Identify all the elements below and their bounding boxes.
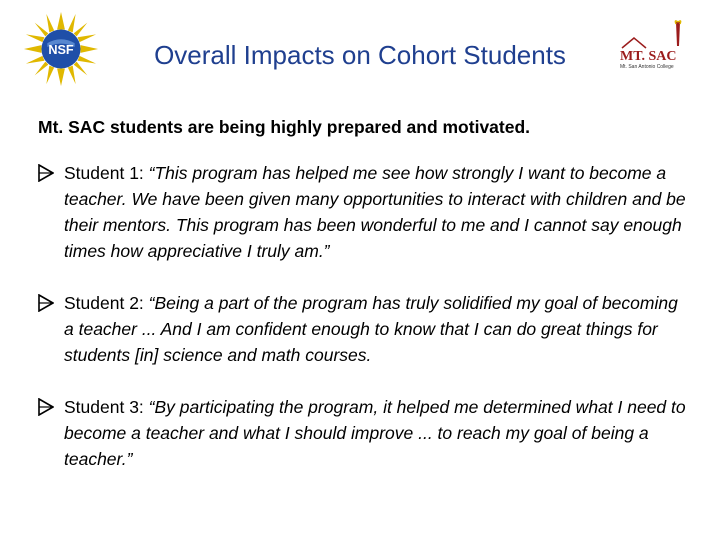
quote-item-3 xyxy=(38,394,688,472)
nsf-logo xyxy=(22,10,100,88)
quote-item-2 xyxy=(38,290,688,368)
page-title: Overall Impacts on Cohort Students xyxy=(154,40,566,70)
quote-text: “This program has helped me see how strongly I want to become a teacher. We have been given many opportunities to interact with children and be their mentors. This program has been wonderful to me and I cannot say enough times how appreciative I truly am.” xyxy=(64,163,686,261)
arrow-bullet-icon xyxy=(38,398,54,416)
mtsac-logo-tagline: Mt. San Antonio College xyxy=(620,64,674,70)
subtitle: Mt. SAC students are being highly prepared and motivated. xyxy=(38,117,531,137)
quote-label: Student 2: xyxy=(64,293,149,313)
arrow-bullet-icon xyxy=(38,294,54,312)
arrow-bullet-icon xyxy=(38,164,54,182)
quote-list xyxy=(38,160,688,498)
quote-label: Student 1: xyxy=(64,163,149,183)
quote-label: Student 3: xyxy=(64,397,149,417)
mtsac-logo xyxy=(618,20,698,72)
mtsac-logo-text: MT. SAC xyxy=(620,49,677,64)
nsf-logo-text: NSF xyxy=(48,42,74,57)
quote-text: “By participating the program, it helped me determined what I need to become a teacher and what I should improve ... to reach my goal of being a teacher.” xyxy=(64,397,686,469)
quote-text: “Being a part of the program has truly solidified my goal of becoming a teacher ... And I am confident enough to know that I can do great things for students [in] science and math courses. xyxy=(64,293,678,365)
quote-item-1 xyxy=(38,160,688,264)
